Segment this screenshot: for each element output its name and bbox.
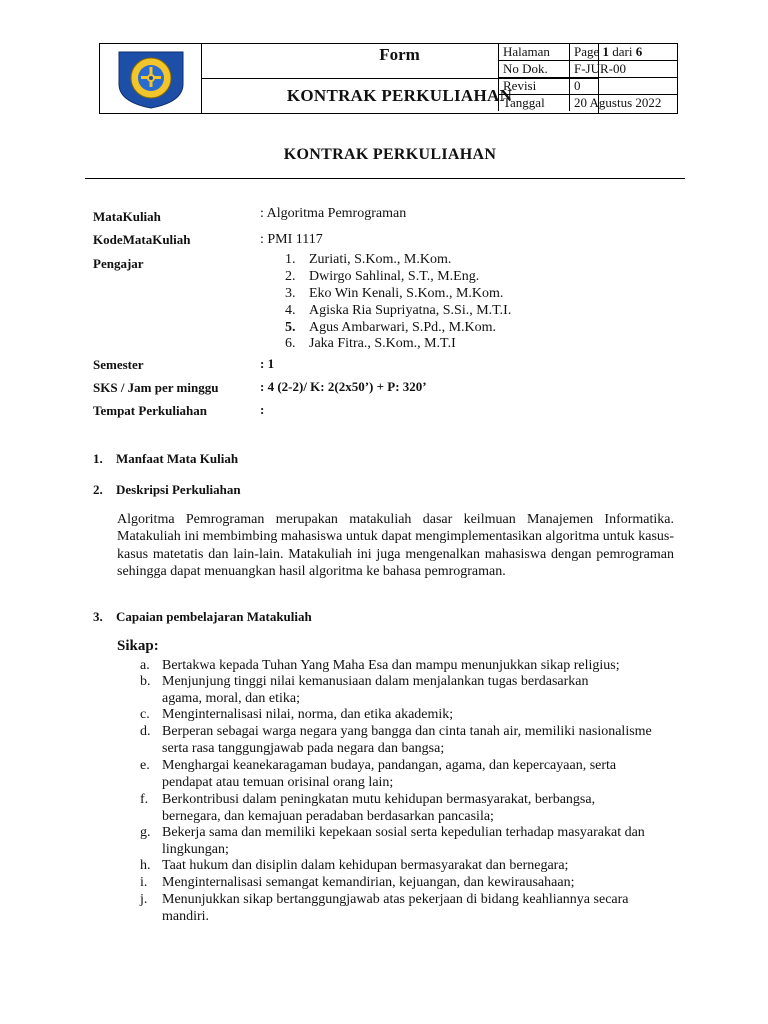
meta-value: 0 xyxy=(570,78,678,95)
form-label: Form xyxy=(201,44,598,79)
field-label-kode: KodeMataKuliah xyxy=(93,232,191,247)
sikap-heading: Sikap: xyxy=(117,638,159,654)
meta-value: Page 1 dari 6 xyxy=(570,44,678,61)
document-title: KONTRAK PERKULIAHAN xyxy=(283,146,497,163)
document-meta-table xyxy=(498,44,677,111)
lecturer-item: 5. Agus Ambarwari, S.Pd., M.Kom. xyxy=(285,320,497,335)
field-label-tempat: Tempat Perkuliahan xyxy=(93,403,208,418)
section-heading: 2. Deskripsi Perkuliahan xyxy=(93,482,241,497)
header-title: KONTRAK PERKULIAHAN xyxy=(286,86,513,105)
meta-key: No Dok. xyxy=(499,61,570,78)
meta-key: Tanggal xyxy=(499,95,570,112)
title-rule xyxy=(85,178,685,179)
field-label-matakuliah: MataKuliah xyxy=(93,209,161,224)
section-heading: 1. Manfaat Mata Kuliah xyxy=(93,451,239,466)
document-header xyxy=(99,43,678,114)
field-value-kode: : PMI 1117 xyxy=(260,232,323,247)
institution-logo xyxy=(111,46,191,110)
logo-cell xyxy=(100,44,202,113)
meta-row xyxy=(499,95,678,112)
field-value-semester: : 1 xyxy=(260,356,275,371)
field-value-tempat: : xyxy=(260,402,265,417)
meta-row xyxy=(499,61,678,78)
field-label-pengajar: Pengajar xyxy=(93,256,144,271)
lecturer-item: 4. Agiska Ria Supriyatna, S.Si., M.T.I. xyxy=(285,303,512,318)
lecturer-item: 2. Dwirgo Sahlinal, S.T., M.Eng. xyxy=(285,269,480,284)
meta-key: Revisi xyxy=(499,78,570,95)
meta-row xyxy=(499,78,678,95)
meta-row xyxy=(499,44,678,61)
lecturer-item: 6. Jaka Fitra., S.Kom., M.T.I xyxy=(285,336,456,351)
field-value-matakuliah: : Algoritma Pemrograman xyxy=(260,206,407,221)
field-label-sks: SKS / Jam per minggu xyxy=(93,380,219,395)
meta-key: Halaman xyxy=(499,44,570,61)
description-paragraph: Algoritma Pemrograman merupakan matakuliah dasar keilmuan Manajemen Informatika. Matakuliah ini membimbing mahasiswa untuk dapat mengimplementasikan algoritma untuk kasus-kasus matetatis dan lain-lain. Matakuliah ini juga mengenalkan mahasiswa dengan pemrograman sehingga dapat menuangkan hasil algoritma ke bahasa pemrograman. xyxy=(117,512,674,580)
meta-value: 20 Agustus 2022 xyxy=(570,95,678,112)
lecturer-item: 1. Zuriati, S.Kom., M.Kom. xyxy=(285,252,452,267)
field-label-semester: Semester xyxy=(93,357,144,372)
section-heading: 3. Capaian pembelajaran Matakuliah xyxy=(93,609,312,624)
meta-value: F-JUR-00 xyxy=(570,61,678,78)
field-value-sks: : 4 (2-2)/ K: 2(2x50’) + P: 320’ xyxy=(260,379,427,394)
lecturer-item: 3. Eko Win Kenali, S.Kom., M.Kom. xyxy=(285,286,504,301)
